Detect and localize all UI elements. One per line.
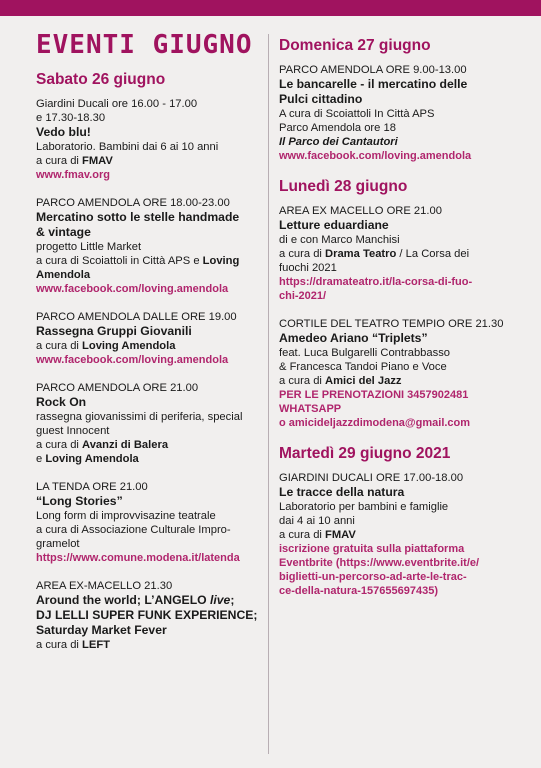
event-title: Rock On	[36, 395, 87, 409]
event-organizer: a cura di Drama Teatro / La Corsa dei	[279, 248, 470, 260]
event-description: feat. Luca Bulgarelli Contrabbasso	[279, 347, 451, 359]
event-around-the-world	[36, 579, 264, 652]
event-location: PARCO AMENDOLA ORE 21.00	[36, 382, 199, 394]
event-title: Mercatino sotto le stelle handmade	[36, 210, 240, 224]
event-title: Rassegna Gruppi Giovanili	[36, 324, 192, 338]
event-description-cont: & Francesca Tandoi Piano e Voce	[279, 361, 447, 373]
event-tracce-natura	[279, 471, 519, 598]
event-location-2: Parco Amendola ore 18	[279, 122, 396, 134]
event-organizer: a cura di FMAV	[279, 529, 356, 541]
event-link[interactable]: Eventbrite (https://www.eventbrite.it/e/	[279, 557, 480, 569]
event-long-stories	[36, 480, 264, 565]
event-location: PARCO AMENDOLA ORE 9.00-13.00	[279, 64, 467, 76]
event-registration-note: iscrizione gratuita sulla piattaforma	[279, 543, 465, 555]
day-heading-saturday: Sabato 26 giugno	[36, 71, 166, 88]
day-heading-monday: Lunedì 28 giugno	[279, 178, 408, 195]
event-letture-eduardiane	[279, 204, 519, 303]
event-location: AREA EX MACELLO ORE 21.00	[279, 205, 442, 217]
event-location: Giardini Ducali ore 16.00 - 17.00	[36, 98, 198, 110]
event-rock-on	[36, 381, 264, 466]
right-column	[279, 30, 519, 612]
event-description: di e con Marco Manchisi	[279, 234, 400, 246]
event-title: Vedo blu!	[36, 125, 91, 139]
event-organizer: a cura di Associazione Culturale Impro-	[36, 524, 231, 536]
event-organizer-cont: e Loving Amendola	[36, 453, 139, 465]
event-description-cont: dai 4 ai 10 anni	[279, 515, 355, 527]
event-organizer: a cura di Amici del Jazz	[279, 375, 402, 387]
event-location-extra: e 17.30-18.30	[36, 112, 106, 124]
event-title-cont: & vintage	[36, 225, 91, 239]
event-description: Laboratorio. Bambini dai 6 ai 10 anni	[36, 141, 219, 153]
event-organizer: a cura di Scoiattoli in Città APS e Loving	[36, 255, 240, 267]
event-title: Letture eduardiane	[279, 218, 389, 232]
event-booking-email[interactable]: o amicideljazzdimodena@gmail.com	[279, 417, 471, 429]
event-link[interactable]: https://www.comune.modena.it/latenda	[36, 552, 240, 564]
event-link-cont-2[interactable]: ce-della-natura-157655697435)	[279, 585, 438, 597]
event-organizer-cont: Amendola	[36, 269, 91, 281]
event-link-cont[interactable]: biglietti-un-percorso-ad-arte-le-trac-	[279, 571, 467, 583]
event-title: Amedeo Ariano “Triplets”	[279, 331, 428, 345]
event-description: progetto Little Market	[36, 241, 142, 253]
day-heading-sunday: Domenica 27 giugno	[279, 37, 431, 54]
event-organizer: a cura di Loving Amendola	[36, 340, 176, 352]
event-location: PARCO AMENDOLA DALLE ORE 19.00	[36, 311, 237, 323]
event-title: Le tracce della natura	[279, 485, 405, 499]
event-bancarelle	[279, 63, 519, 163]
event-title-cont: DJ LELLI SUPER FUNK EXPERIENCE;	[36, 608, 258, 622]
event-vedo-blu	[36, 97, 264, 182]
event-rassegna	[36, 310, 264, 367]
event-location: PARCO AMENDOLA ORE 18.00-23.00	[36, 197, 230, 209]
event-location: LA TENDA ORE 21.00	[36, 481, 148, 493]
event-description: Long form di improvvisazine teatrale	[36, 510, 216, 522]
page-title: EVENTI GIUGNO	[36, 30, 253, 60]
event-description: rassegna giovanissimi di periferia, special	[36, 411, 243, 423]
column-divider	[268, 34, 269, 754]
event-organizer: a cura di LEFT	[36, 639, 110, 651]
event-title: Le bancarelle - il mercatino delle	[279, 77, 468, 91]
event-title: Around the world; L’ANGELO live;	[36, 593, 235, 607]
event-organizer: a cura di FMAV	[36, 155, 113, 167]
event-description-cont: guest Innocent	[36, 425, 110, 437]
event-amedeo-ariano	[279, 317, 519, 430]
event-location: AREA EX-MACELLO 21.30	[36, 580, 173, 592]
event-link[interactable]: www.fmav.org	[36, 169, 110, 181]
event-mercatino	[36, 196, 264, 296]
left-column	[36, 30, 264, 666]
event-title-cont: Pulci cittadino	[279, 92, 363, 106]
event-link[interactable]: www.facebook.com/loving.amendola	[279, 150, 472, 162]
event-link-cont[interactable]: chi-2021/	[279, 290, 327, 302]
event-location: CORTILE DEL TEATRO TEMPIO ORE 21.30	[279, 318, 504, 330]
event-booking-whatsapp: WHATSAPP	[279, 403, 342, 415]
event-title-2: Il Parco dei Cantautori	[279, 136, 398, 148]
day-heading-tuesday: Martedì 29 giugno 2021	[279, 445, 451, 462]
event-organizer: A cura di Scoiattoli In Città APS	[279, 108, 435, 120]
event-booking-phone: PER LE PRENOTAZIONI 3457902481	[279, 389, 469, 401]
event-location: GIARDINI DUCALI ORE 17.00-18.00	[279, 472, 464, 484]
top-accent-bar	[0, 0, 541, 16]
event-link[interactable]: www.facebook.com/loving.amendola	[36, 283, 229, 295]
event-title: “Long Stories”	[36, 494, 123, 508]
event-link[interactable]: www.facebook.com/loving.amendola	[36, 354, 229, 366]
event-organizer-cont: fuochi 2021	[279, 262, 337, 274]
event-organizer: a cura di Avanzi di Balera	[36, 439, 169, 451]
event-organizer-cont: gramelot	[36, 538, 80, 550]
event-link[interactable]: https://dramateatro.it/la-corsa-di-fuo-	[279, 276, 473, 288]
event-description: Laboratorio per bambini e famiglie	[279, 501, 449, 513]
event-title-cont-2: Saturday Market Fever	[36, 623, 167, 637]
